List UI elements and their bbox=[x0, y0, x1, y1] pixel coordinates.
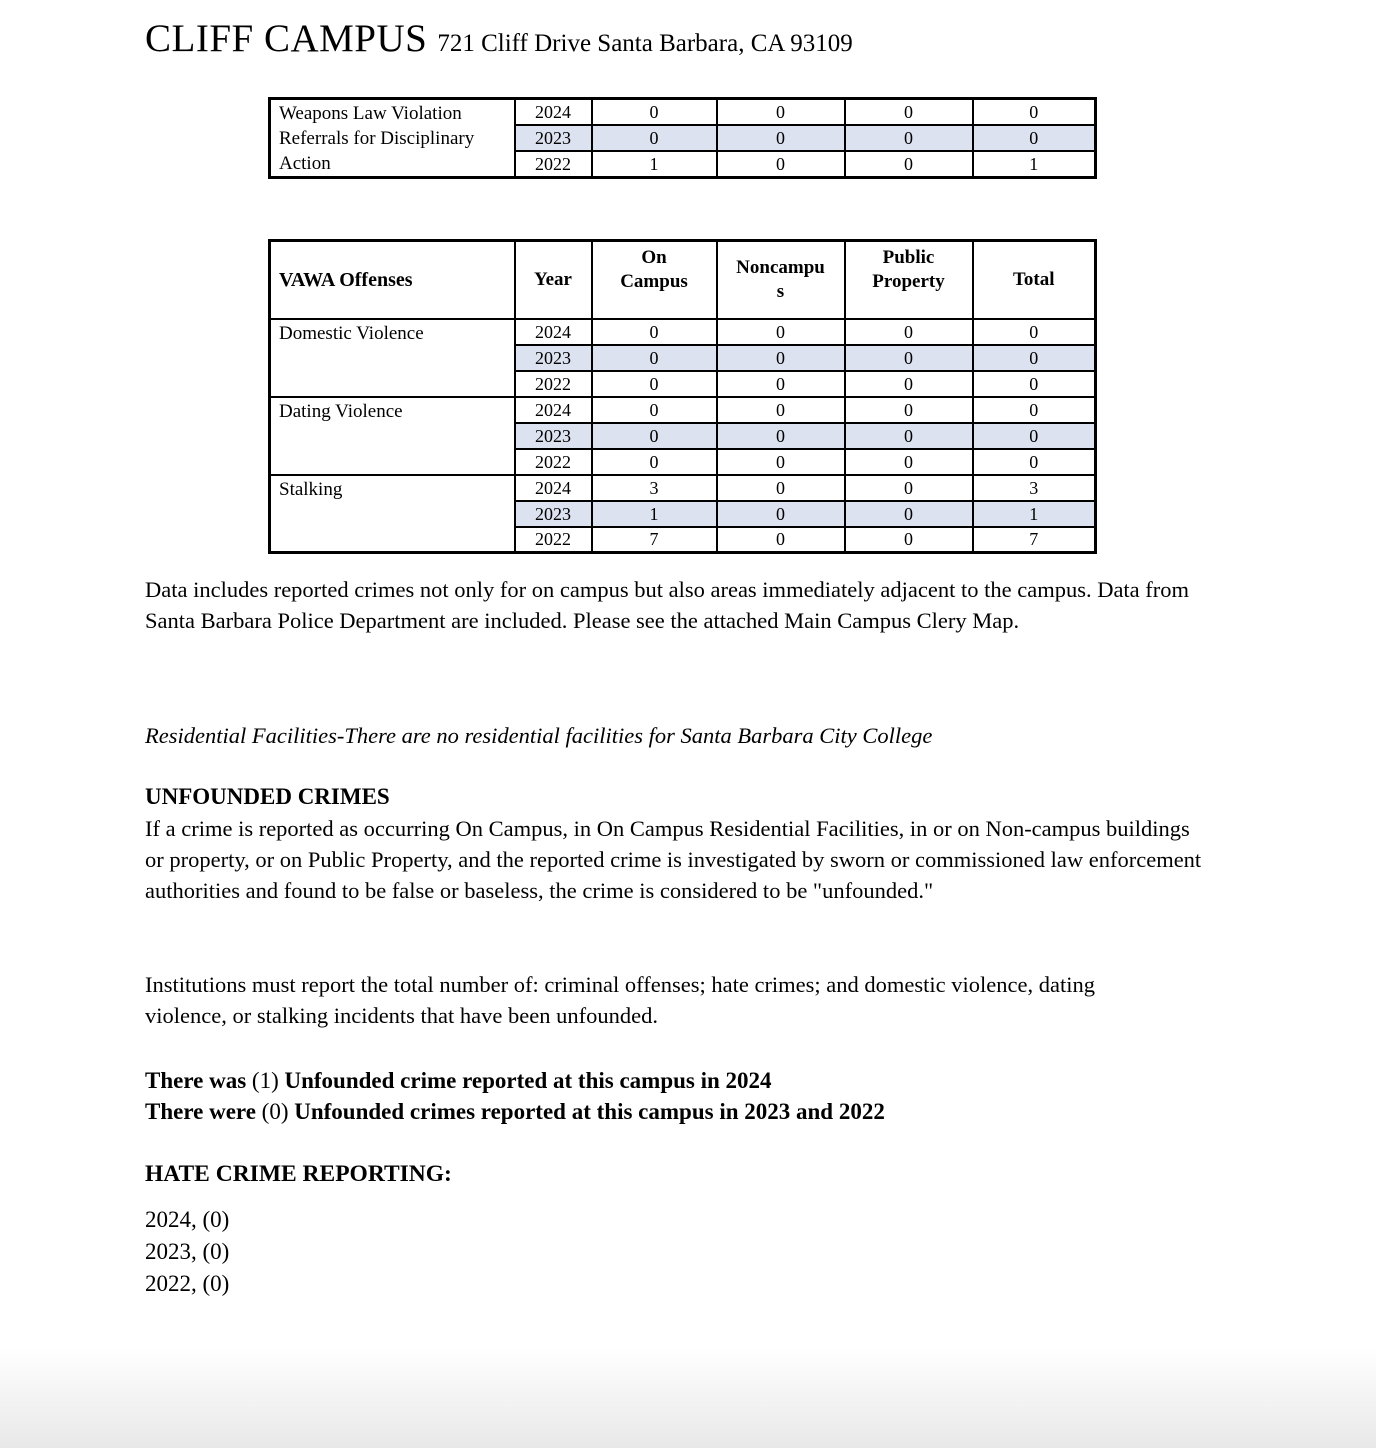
noncampus-cell: 0 bbox=[717, 397, 845, 423]
noncampus-cell: 0 bbox=[717, 527, 845, 553]
public-property-cell: 0 bbox=[845, 319, 973, 345]
public-property-cell: 0 bbox=[845, 501, 973, 527]
on-campus-cell: 0 bbox=[592, 397, 717, 423]
data-inclusion-note: Data includes reported crimes not only for on campus but also areas immediately adjacent to the campus. Data from Santa Barbara Police Department are included. Please see the attached Main Campus Clery Map. bbox=[145, 577, 1190, 633]
unfounded-2024-count: (1) bbox=[251, 1068, 279, 1093]
on-campus-cell: 7 bbox=[592, 527, 717, 553]
on-campus-cell: 0 bbox=[592, 125, 717, 151]
year-cell: 2024 bbox=[515, 397, 592, 423]
total-cell: 1 bbox=[973, 151, 1096, 177]
total-cell: 1 bbox=[973, 501, 1096, 527]
noncampus-cell: 0 bbox=[717, 99, 845, 125]
public-property-cell: 0 bbox=[845, 527, 973, 553]
on-campus-cell: 0 bbox=[592, 99, 717, 125]
unfounded-crimes-heading: UNFOUNDED CRIMES bbox=[145, 784, 390, 809]
year-cell: 2022 bbox=[515, 527, 592, 553]
year-cell: 2022 bbox=[515, 151, 592, 177]
public-property-cell: 0 bbox=[845, 371, 973, 397]
on-campus-cell: 0 bbox=[592, 449, 717, 475]
header-noncampus: Noncampus bbox=[717, 241, 845, 319]
offense-label: Stalking bbox=[270, 475, 515, 553]
year-cell: 2024 bbox=[515, 319, 592, 345]
noncampus-cell: 0 bbox=[717, 501, 845, 527]
unfounded-crimes-definition: If a crime is reported as occurring On Campus, in On Campus Residential Facilities, in or on Non-campus buildings or property, or on Public Property, and the reported crime is investigated by sworn or commissioned law enforcement authorities and found to be false or baseless, the crime is considered to be "unfounded." bbox=[145, 816, 1202, 903]
total-cell: 0 bbox=[973, 371, 1096, 397]
campus-name: CLIFF CAMPUS bbox=[145, 17, 428, 60]
total-cell: 7 bbox=[973, 527, 1096, 553]
campus-address: 721 Cliff Drive Santa Barbara, CA 93109 bbox=[437, 30, 853, 57]
total-cell: 0 bbox=[973, 397, 1096, 423]
total-cell: 0 bbox=[973, 345, 1096, 371]
page-title bbox=[145, 16, 853, 61]
year-cell: 2023 bbox=[515, 125, 592, 151]
page-edge-shadow bbox=[0, 1348, 1376, 1448]
hate-crime-heading: HATE CRIME REPORTING: bbox=[145, 1161, 452, 1187]
table-row bbox=[270, 319, 1096, 345]
header-vawa-offenses: VAWA Offenses bbox=[270, 241, 515, 319]
year-cell: 2024 bbox=[515, 475, 592, 501]
on-campus-cell: 1 bbox=[592, 151, 717, 177]
table-row bbox=[270, 397, 1096, 423]
year-cell: 2022 bbox=[515, 371, 592, 397]
noncampus-cell: 0 bbox=[717, 423, 845, 449]
offense-label: Domestic Violence bbox=[270, 319, 515, 397]
noncampus-cell: 0 bbox=[717, 449, 845, 475]
table-row bbox=[270, 99, 1096, 125]
public-property-cell: 0 bbox=[845, 99, 973, 125]
table-header-row bbox=[270, 241, 1096, 319]
noncampus-cell: 0 bbox=[717, 125, 845, 151]
on-campus-cell: 0 bbox=[592, 319, 717, 345]
unfounded-2023-2022-line: There were (0) Unfounded crimes reported at this campus in 2023 and 2022 bbox=[145, 1099, 885, 1124]
public-property-cell: 0 bbox=[845, 475, 973, 501]
total-cell: 0 bbox=[973, 99, 1096, 125]
header-total: Total bbox=[973, 241, 1096, 319]
hate-crime-entry-2023: 2023, (0) bbox=[145, 1239, 230, 1264]
hate-crime-year-list bbox=[145, 1204, 229, 1300]
total-cell: 3 bbox=[973, 475, 1096, 501]
offense-label: Weapons Law Violation Referrals for Disciplinary Action bbox=[270, 99, 515, 178]
residential-facilities-note: Residential Facilities-There are no residential facilities for Santa Barbara City College bbox=[145, 723, 933, 748]
noncampus-cell: 0 bbox=[717, 371, 845, 397]
institutions-reporting-note: Institutions must report the total number of: criminal offenses; hate crimes; and domestic violence, dating violence, or stalking incidents that have been unfounded. bbox=[145, 972, 1095, 1028]
vawa-offenses-table bbox=[268, 239, 1097, 554]
year-cell: 2024 bbox=[515, 99, 592, 125]
header-year: Year bbox=[515, 241, 592, 319]
hate-crime-entry-2024: 2024, (0) bbox=[145, 1207, 230, 1232]
header-public-property: Public Property bbox=[845, 241, 973, 319]
public-property-cell: 0 bbox=[845, 125, 973, 151]
public-property-cell: 0 bbox=[845, 345, 973, 371]
on-campus-cell: 3 bbox=[592, 475, 717, 501]
public-property-cell: 0 bbox=[845, 397, 973, 423]
on-campus-cell: 0 bbox=[592, 423, 717, 449]
year-cell: 2022 bbox=[515, 449, 592, 475]
public-property-cell: 0 bbox=[845, 151, 973, 177]
total-cell: 0 bbox=[973, 423, 1096, 449]
on-campus-cell: 0 bbox=[592, 371, 717, 397]
unfounded-2023-2022-count: (0) bbox=[261, 1099, 289, 1124]
unfounded-crime-statistics bbox=[145, 1065, 1245, 1127]
noncampus-cell: 0 bbox=[717, 345, 845, 371]
total-cell: 0 bbox=[973, 319, 1096, 345]
offense-label: Dating Violence bbox=[270, 397, 515, 475]
year-cell: 2023 bbox=[515, 423, 592, 449]
noncampus-cell: 0 bbox=[717, 151, 845, 177]
on-campus-cell: 1 bbox=[592, 501, 717, 527]
noncampus-cell: 0 bbox=[717, 319, 845, 345]
on-campus-cell: 0 bbox=[592, 345, 717, 371]
public-property-cell: 0 bbox=[845, 449, 973, 475]
header-on-campus: On Campus bbox=[592, 241, 717, 319]
total-cell: 0 bbox=[973, 449, 1096, 475]
table-row bbox=[270, 475, 1096, 501]
noncampus-cell: 0 bbox=[717, 475, 845, 501]
year-cell: 2023 bbox=[515, 345, 592, 371]
unfounded-2024-line: There was (1) Unfounded crime reported at this campus in 2024 bbox=[145, 1068, 772, 1093]
total-cell: 0 bbox=[973, 125, 1096, 151]
hate-crime-entry-2022: 2022, (0) bbox=[145, 1271, 230, 1296]
year-cell: 2023 bbox=[515, 501, 592, 527]
public-property-cell: 0 bbox=[845, 423, 973, 449]
weapons-referrals-table bbox=[268, 97, 1097, 179]
